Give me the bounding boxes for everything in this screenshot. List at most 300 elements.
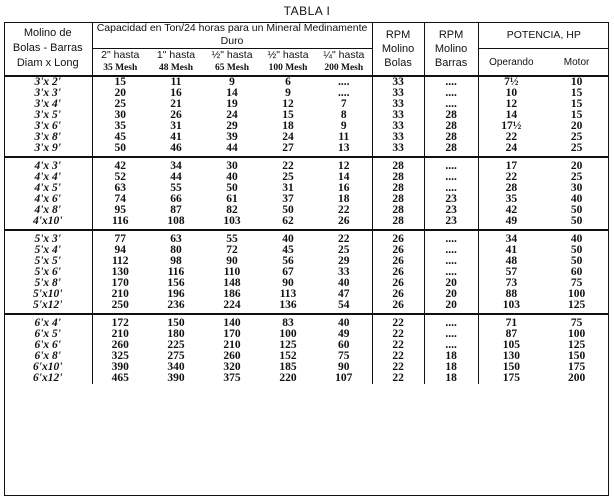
table-row [4, 373, 609, 384]
table-cell: 66 [170, 193, 182, 205]
table-cell: 23 [424, 194, 478, 205]
table-cell: 12 [282, 98, 294, 110]
table-row [4, 278, 609, 289]
table-cell: 23 [424, 205, 478, 216]
table-cell: 16 [338, 182, 350, 194]
table-cell: 35 [478, 194, 544, 205]
table-cell: 20 [424, 289, 478, 300]
table-cell: 28 [424, 121, 478, 132]
table-cell: .... [424, 256, 478, 267]
table-cell: 50 [282, 204, 294, 216]
table-cell: 33 [372, 132, 424, 143]
mill-size-cell: 5'x 8' [34, 277, 61, 289]
table-cell: 87 [478, 329, 544, 340]
table-cell: 87 [170, 204, 182, 216]
table-cell: 14 [478, 110, 544, 121]
table-cell: 325 [92, 351, 148, 362]
table-cell: 74 [92, 194, 148, 205]
table-cell: 172 [92, 314, 148, 329]
header-rpm-barras-line3: Barras [434, 56, 468, 69]
header-rpm-barras [424, 22, 478, 75]
table-cell: 22 [372, 314, 424, 329]
table-cell: 390 [92, 362, 148, 373]
table-cell: 320 [223, 361, 241, 373]
table-cell: 100 [567, 328, 586, 340]
table-cell: 50 [226, 182, 238, 194]
header-molino-line3: Diam x Long [16, 57, 79, 69]
table-cell: 18 [338, 193, 350, 205]
table-cell: 28 [372, 183, 424, 194]
table-body [4, 76, 609, 384]
table-cell: 25 [282, 171, 294, 183]
table-cell: 40 [338, 277, 350, 289]
table-cell: 40 [570, 233, 583, 245]
table-cell: .... [424, 329, 478, 340]
table-cell: 156 [167, 277, 185, 289]
table-cell: 75 [570, 317, 583, 329]
table-cell: .... [424, 340, 478, 351]
table-cell: 90 [226, 255, 238, 267]
table-cell: 150 [567, 350, 586, 362]
table-cell: 54 [316, 300, 372, 314]
mill-size-cell: 5'x 5' [34, 255, 61, 267]
table-cell: 44 [170, 171, 182, 183]
table-cell: 15 [570, 109, 583, 121]
header-sub-2: 1" hasta 48 Mesh [156, 49, 196, 73]
table-cell: 28 [372, 157, 424, 172]
table-cell: 50 [570, 204, 583, 216]
table-row [4, 143, 609, 157]
mill-size-cell: 6'x 5' [34, 328, 61, 340]
table-cell: 46 [148, 143, 204, 157]
table-cell: 28 [372, 205, 424, 216]
table-cell: 275 [167, 350, 185, 362]
header-capacidad: Capacidad en Ton/24 horas para un Mineral Medinamente Duro [92, 22, 372, 49]
table-cell: 29 [338, 255, 350, 267]
table-cell: 22 [282, 160, 294, 172]
table-cell: 44 [204, 143, 260, 157]
header-molino-line2: Bolas - Barras [12, 42, 83, 54]
table-cell: 23 [424, 216, 478, 230]
table-cell: 57 [478, 267, 544, 278]
table-cell: .... [424, 172, 478, 183]
table-cell: 116 [167, 266, 185, 278]
table-cell: 250 [92, 300, 148, 314]
table-cell: 150 [167, 317, 185, 329]
table-cell: .... [424, 76, 478, 88]
header-rpm-bolas-line3: Bolas [384, 56, 412, 69]
table-cell: 40 [226, 171, 238, 183]
table-cell: 186 [223, 288, 241, 300]
table-cell: 340 [167, 361, 185, 373]
table-cell: 42 [478, 205, 544, 216]
header-motor: Motor [563, 56, 590, 68]
table-cell: 60 [570, 266, 583, 278]
table-cell: 52 [92, 172, 148, 183]
table-cell: 25 [570, 131, 583, 143]
table-cell: 25 [338, 244, 350, 256]
table-cell: 20 [570, 120, 583, 132]
table-cell: 90 [282, 277, 294, 289]
table-cell: 47 [338, 288, 350, 300]
table-cell: 50 [92, 143, 148, 157]
header-rpm-bolas-line1: RPM [385, 28, 411, 41]
table-cell: 20 [570, 160, 583, 172]
table-cell: 465 [92, 373, 148, 384]
mill-size-cell: 3'x 8' [34, 131, 61, 143]
table-cell: 72 [226, 244, 238, 256]
table-cell: .... [424, 245, 478, 256]
mill-size-cell: 4'x 8' [34, 204, 61, 216]
table-cell: 175 [478, 373, 544, 384]
table-cell: 224 [204, 300, 260, 314]
table-cell: 27 [260, 143, 316, 157]
table-cell: 15 [570, 98, 583, 110]
table-row [4, 157, 609, 172]
table-cell: 18 [424, 373, 478, 384]
header-sub-1: 2" hasta 35 Mesh [92, 49, 148, 76]
table-cell: 75 [338, 350, 350, 362]
mill-size-cell: 3'x 4' [34, 98, 61, 110]
mill-size-cell: 3'x 2' [34, 76, 61, 88]
table-cell: 50 [570, 244, 583, 256]
table-row [4, 245, 609, 256]
table-cell: 22 [372, 362, 424, 373]
table-cell: 31 [170, 120, 182, 132]
table-cell: 14 [226, 87, 238, 99]
table-cell: 196 [167, 288, 185, 300]
table-cell: 24 [282, 131, 294, 143]
table-cell: .... [424, 267, 478, 278]
table-cell: 50 [544, 216, 609, 230]
table-cell: 41 [170, 131, 182, 143]
table-cell: .... [424, 99, 478, 110]
table-cell: 19 [226, 98, 238, 110]
table-cell: 60 [338, 339, 350, 351]
table-cell: 12 [338, 160, 350, 172]
table-cell: 28 [372, 194, 424, 205]
table-cell: 17½ [478, 121, 544, 132]
table-cell: 103 [204, 216, 260, 230]
table-cell: 82 [226, 204, 238, 216]
header-rpm-barras-line1: RPM [438, 28, 464, 41]
table-cell: 98 [170, 255, 182, 267]
table-cell: 50 [570, 255, 583, 267]
mill-size-cell: 6'x 6' [34, 339, 61, 351]
table-cell: 45 [282, 244, 294, 256]
table-cell: 40 [282, 233, 294, 245]
table-cell: 40 [570, 193, 583, 205]
table-row [4, 194, 609, 205]
table-cell: 22 [338, 233, 350, 245]
table-cell: 26 [372, 230, 424, 245]
table-cell: 94 [92, 245, 148, 256]
table-cell: 63 [92, 183, 148, 194]
table-cell: 28 [372, 216, 424, 230]
header-rpm-barras-line2: Molino [434, 42, 468, 55]
mill-size-cell: 4'x 4' [34, 171, 61, 183]
table-cell: 30 [226, 160, 238, 172]
table-cell: 170 [92, 278, 148, 289]
table-cell: 11 [170, 76, 182, 88]
table-cell: 130 [478, 351, 544, 362]
table-cell: 28 [424, 110, 478, 121]
table-row [4, 230, 609, 245]
mill-size-cell: 3'x 9' [4, 143, 92, 157]
table-cell: .... [338, 87, 350, 99]
table-cell: 28 [478, 183, 544, 194]
header-molino [4, 22, 92, 75]
table-cell: 236 [148, 300, 204, 314]
table-cell: 24 [478, 143, 544, 157]
table-cell: 40 [338, 317, 350, 329]
table-cell: 22 [372, 340, 424, 351]
table-cell: 11 [338, 131, 350, 143]
table-cell: 9 [285, 87, 291, 99]
table-cell: 260 [92, 340, 148, 351]
table-cell: 35 [92, 121, 148, 132]
header-molino-line1: Molino de [23, 27, 72, 39]
table-cell: 116 [92, 216, 148, 230]
table-cell: 49 [338, 328, 350, 340]
table-cell: 25 [92, 99, 148, 110]
table-cell: 125 [567, 339, 586, 351]
header-sub-5: ¼" hasta 200 Mesh [323, 49, 365, 73]
table-cell: 6 [285, 76, 291, 88]
table-row [4, 256, 609, 267]
table-row [4, 314, 609, 329]
table-cell: 75 [570, 277, 583, 289]
table-cell: .... [338, 76, 350, 88]
table-cell: 18 [424, 351, 478, 362]
table-cell: 20 [424, 300, 478, 314]
table-cell: .... [424, 88, 478, 99]
header-operando: Operando [478, 49, 544, 76]
table-cell: 14 [338, 171, 350, 183]
table-cell: 136 [260, 300, 316, 314]
table-cell: 108 [148, 216, 204, 230]
table-cell: 220 [279, 372, 297, 384]
table-cell: 20 [424, 278, 478, 289]
table-cell: 22 [372, 373, 424, 384]
table-cell: 28 [424, 132, 478, 143]
table-cell: 22 [478, 132, 544, 143]
table-cell: 260 [223, 350, 241, 362]
header-rpm-bolas [372, 22, 424, 75]
mill-size-cell: 4'x 5' [34, 182, 61, 194]
table-cell: 8 [340, 109, 347, 121]
table-cell: 7 [340, 98, 347, 110]
mill-capacity-table [4, 22, 609, 384]
table-cell: .... [424, 157, 478, 172]
table-cell: 34 [478, 230, 544, 245]
table-cell: 34 [170, 160, 182, 172]
table-cell: 15 [282, 109, 294, 121]
table-cell: 175 [567, 361, 586, 373]
table-cell: 130 [92, 267, 148, 278]
table-row [4, 216, 609, 230]
table-cell: 71 [478, 314, 544, 329]
table-cell: 33 [372, 121, 424, 132]
table-cell: 29 [226, 120, 238, 132]
table-cell: 375 [223, 372, 241, 384]
table-row [4, 205, 609, 216]
table-cell: 210 [92, 329, 148, 340]
table-cell: 9 [229, 76, 235, 88]
table-cell: 17 [478, 157, 544, 172]
table-cell: 56 [282, 255, 294, 267]
table-cell: 37 [282, 193, 294, 205]
table-cell: 210 [223, 339, 241, 351]
mill-size-cell: 3'x 5' [34, 109, 61, 121]
table-cell: 22 [372, 351, 424, 362]
table-cell: 18 [282, 120, 294, 132]
table-cell: 33 [372, 88, 424, 99]
table-cell: 77 [92, 230, 148, 245]
table-cell: 225 [167, 339, 185, 351]
table-cell: 26 [372, 245, 424, 256]
table-cell: 95 [92, 205, 148, 216]
table-cell: 24 [226, 109, 238, 121]
table-cell: 30 [570, 182, 583, 194]
mill-size-cell: 5'x 3' [34, 233, 61, 245]
table-cell: 16 [170, 87, 182, 99]
table-row [4, 121, 609, 132]
table-cell: 26 [372, 267, 424, 278]
table-cell: 10 [478, 88, 544, 99]
table-cell: 55 [170, 182, 182, 194]
table-cell: 22 [478, 172, 544, 183]
table-cell: 80 [170, 244, 182, 256]
table-cell: 200 [567, 372, 586, 384]
table-cell: 152 [279, 350, 297, 362]
table-cell: 150 [478, 362, 544, 373]
table-cell: 28 [424, 143, 478, 157]
table-cell: 15 [570, 87, 583, 99]
mill-size-cell: 5'x 6' [34, 266, 61, 278]
mill-size-cell: 3'x 6' [34, 120, 61, 132]
table-cell: 112 [92, 256, 148, 267]
table-cell: 22 [338, 204, 350, 216]
table-cell: 55 [226, 233, 238, 245]
table-cell: 25 [544, 143, 609, 157]
table-cell: 185 [279, 361, 297, 373]
mill-size-cell: 6'x10' [33, 361, 63, 373]
table-cell: 26 [372, 278, 424, 289]
table-cell: .... [424, 183, 478, 194]
table-cell: 125 [544, 300, 609, 314]
header-potencia: POTENCIA, HP [478, 22, 609, 49]
mill-size-cell: 5'x12' [4, 300, 92, 314]
table-cell: 210 [92, 289, 148, 300]
table-cell: 33 [372, 110, 424, 121]
table-cell: 110 [223, 266, 241, 278]
table-row [4, 99, 609, 110]
table-cell: 26 [372, 256, 424, 267]
table-cell: 28 [372, 172, 424, 183]
table-cell: 105 [478, 340, 544, 351]
mill-size-cell: 6'x 8' [34, 350, 61, 362]
table-cell: 48 [478, 256, 544, 267]
table-cell: 83 [282, 317, 294, 329]
table-row [4, 267, 609, 278]
table-cell: 113 [279, 288, 297, 300]
table-cell: 49 [478, 216, 544, 230]
table-cell: 26 [372, 289, 424, 300]
table-cell: 13 [316, 143, 372, 157]
table-cell: 20 [92, 88, 148, 99]
table-cell: 170 [223, 328, 241, 340]
table-cell: 73 [478, 278, 544, 289]
table-cell: 180 [167, 328, 185, 340]
table-cell: 90 [338, 361, 350, 373]
table-cell: 30 [92, 110, 148, 121]
table-row [4, 183, 609, 194]
table-row [4, 300, 609, 314]
table-cell: 62 [260, 216, 316, 230]
table-row [4, 76, 609, 88]
table-cell: 148 [223, 277, 241, 289]
table-cell: 33 [372, 76, 424, 88]
table-cell: 12 [478, 99, 544, 110]
table-row [4, 172, 609, 183]
table-cell: .... [424, 314, 478, 329]
table-cell: 67 [282, 266, 294, 278]
table-cell: 21 [170, 98, 182, 110]
table-cell: 63 [170, 233, 182, 245]
table-cell: 107 [335, 372, 353, 384]
table-title: TABLA I [283, 4, 331, 18]
table-row [4, 88, 609, 99]
table-cell: 41 [478, 245, 544, 256]
table-row [4, 132, 609, 143]
table-cell: 33 [338, 266, 350, 278]
mill-size-cell: 6'x12' [33, 372, 63, 384]
table-cell: 100 [279, 328, 297, 340]
table-cell: 26 [170, 109, 182, 121]
table-cell: 15 [92, 76, 148, 88]
table-cell: 26 [316, 216, 372, 230]
table-cell: 31 [282, 182, 294, 194]
mill-size-cell: 6'x 4' [34, 317, 61, 329]
table-cell: 33 [372, 99, 424, 110]
table-cell: 22 [372, 329, 424, 340]
table-cell: 45 [92, 132, 148, 143]
table-cell: 7½ [478, 76, 544, 88]
table-cell: 10 [570, 76, 583, 88]
mill-size-cell: 3'x 3' [34, 87, 61, 99]
mill-size-cell: 4'x 6' [34, 193, 61, 205]
table-cell: 42 [92, 157, 148, 172]
mill-size-cell: 4'x 3' [34, 160, 61, 172]
header-sub-4: ½" hasta 100 Mesh [267, 49, 309, 73]
mill-size-cell: 5'x10' [33, 288, 63, 300]
table-cell: 100 [567, 288, 586, 300]
mill-size-cell: 5'x 4' [34, 244, 61, 256]
header-rpm-bolas-line2: Molino [381, 42, 415, 55]
table-cell: 88 [478, 289, 544, 300]
table-cell: .... [424, 230, 478, 245]
table-cell: 390 [167, 372, 185, 384]
table-cell: 33 [372, 143, 424, 157]
table-cell: 26 [372, 300, 424, 314]
table-cell: 18 [424, 362, 478, 373]
header-sub-3: ½" hasta 65 Mesh [211, 49, 253, 73]
table-cell: 25 [570, 171, 583, 183]
table-cell: 61 [226, 193, 238, 205]
table-cell: 103 [478, 300, 544, 314]
table-cell: 9 [340, 120, 347, 132]
